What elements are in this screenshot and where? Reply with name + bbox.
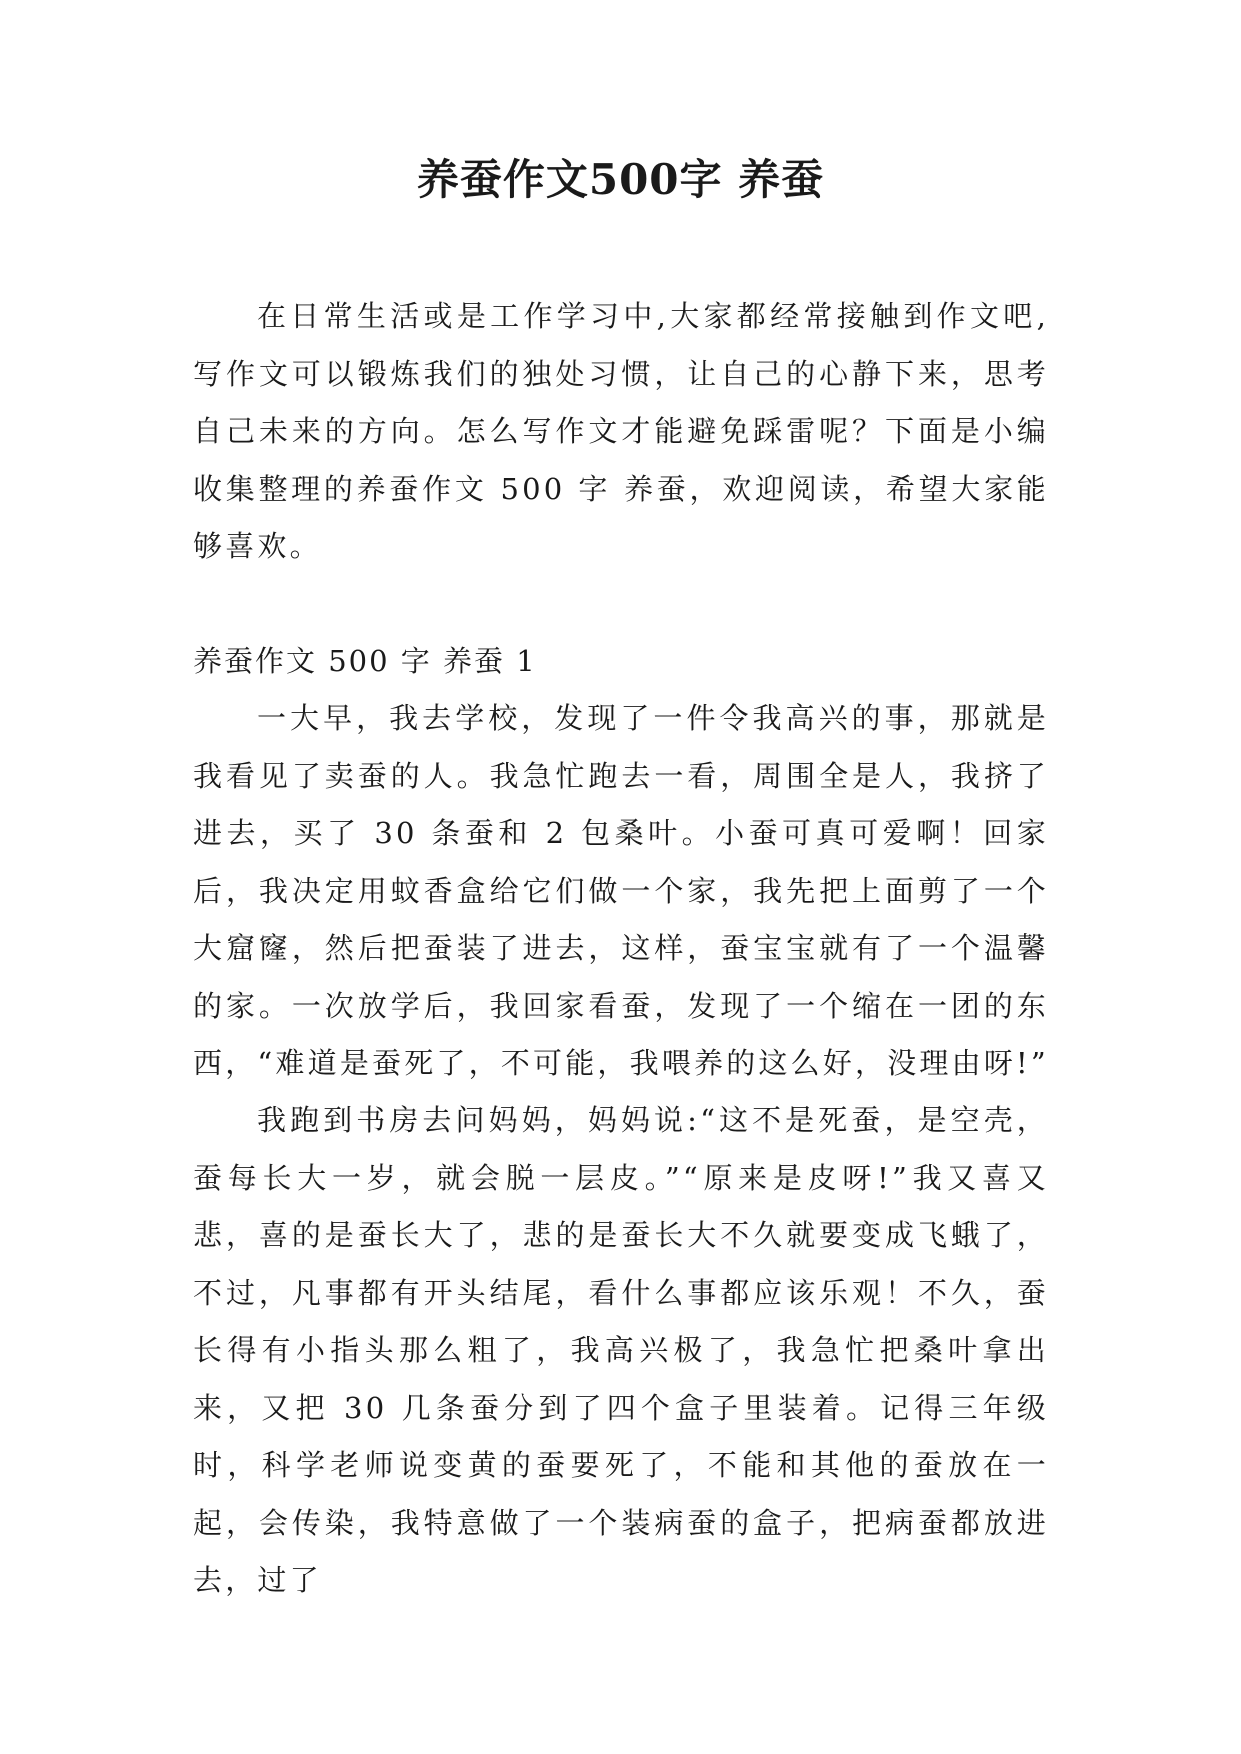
body-paragraph-1: 一大早，我去学校，发现了一件令我高兴的事，那就是我看见了卖蚕的人。我急忙跑去一看，周围全是人，我挤了进去，买了 30 条蚕和 2 包桑叶。小蚕可真可爱啊！回家后，我决定用蚊香盒给它们做一个家，我先把上面剪了一个大窟窿，然后把蚕装了进去，这样，蚕宝宝就有了一个温馨的家。一次放学后，我回家看蚕，发现了一个缩在一团的东西，“难道是蚕死了，不可能，我喂养的这么好，没理由呀!” bbox=[193, 701, 1049, 1080]
section-heading: 养蚕作文 500 字 养蚕 1 bbox=[193, 644, 537, 678]
body-paragraph-2: 我跑到书房去问妈妈，妈妈说:“这不是死蚕，是空壳，蚕每长大一岁，就会脱一层皮。”“原来是皮呀!”我又喜又悲，喜的是蚕长大了，悲的是蚕长大不久就要变成飞蛾了，不过，凡事都有开头结尾，看什么事都应该乐观！不久，蚕长得有小指头那么粗了，我高兴极了，我急忙把桑叶拿出来，又把 30 几条蚕分到了四个盒子里装着。记得三年级时，科学老师说变黄的蚕要死了，不能和其他的蚕放在一起，会传染，我特意做了一个装病蚕的盒子，把病蚕都放进去，过了 bbox=[193, 1103, 1049, 1597]
intro-paragraph: 在日常生活或是工作学习中,大家都经常接触到作文吧,写作文可以锻炼我们的独处习惯，让自己的心静下来，思考自己未来的方向。怎么写作文才能避免踩雷呢？下面是小编收集整理的养蚕作文 500 字 养蚕，欢迎阅读，希望大家能够喜欢。 bbox=[193, 299, 1049, 563]
document-title: 养蚕作文500字 养蚕 bbox=[416, 155, 825, 204]
